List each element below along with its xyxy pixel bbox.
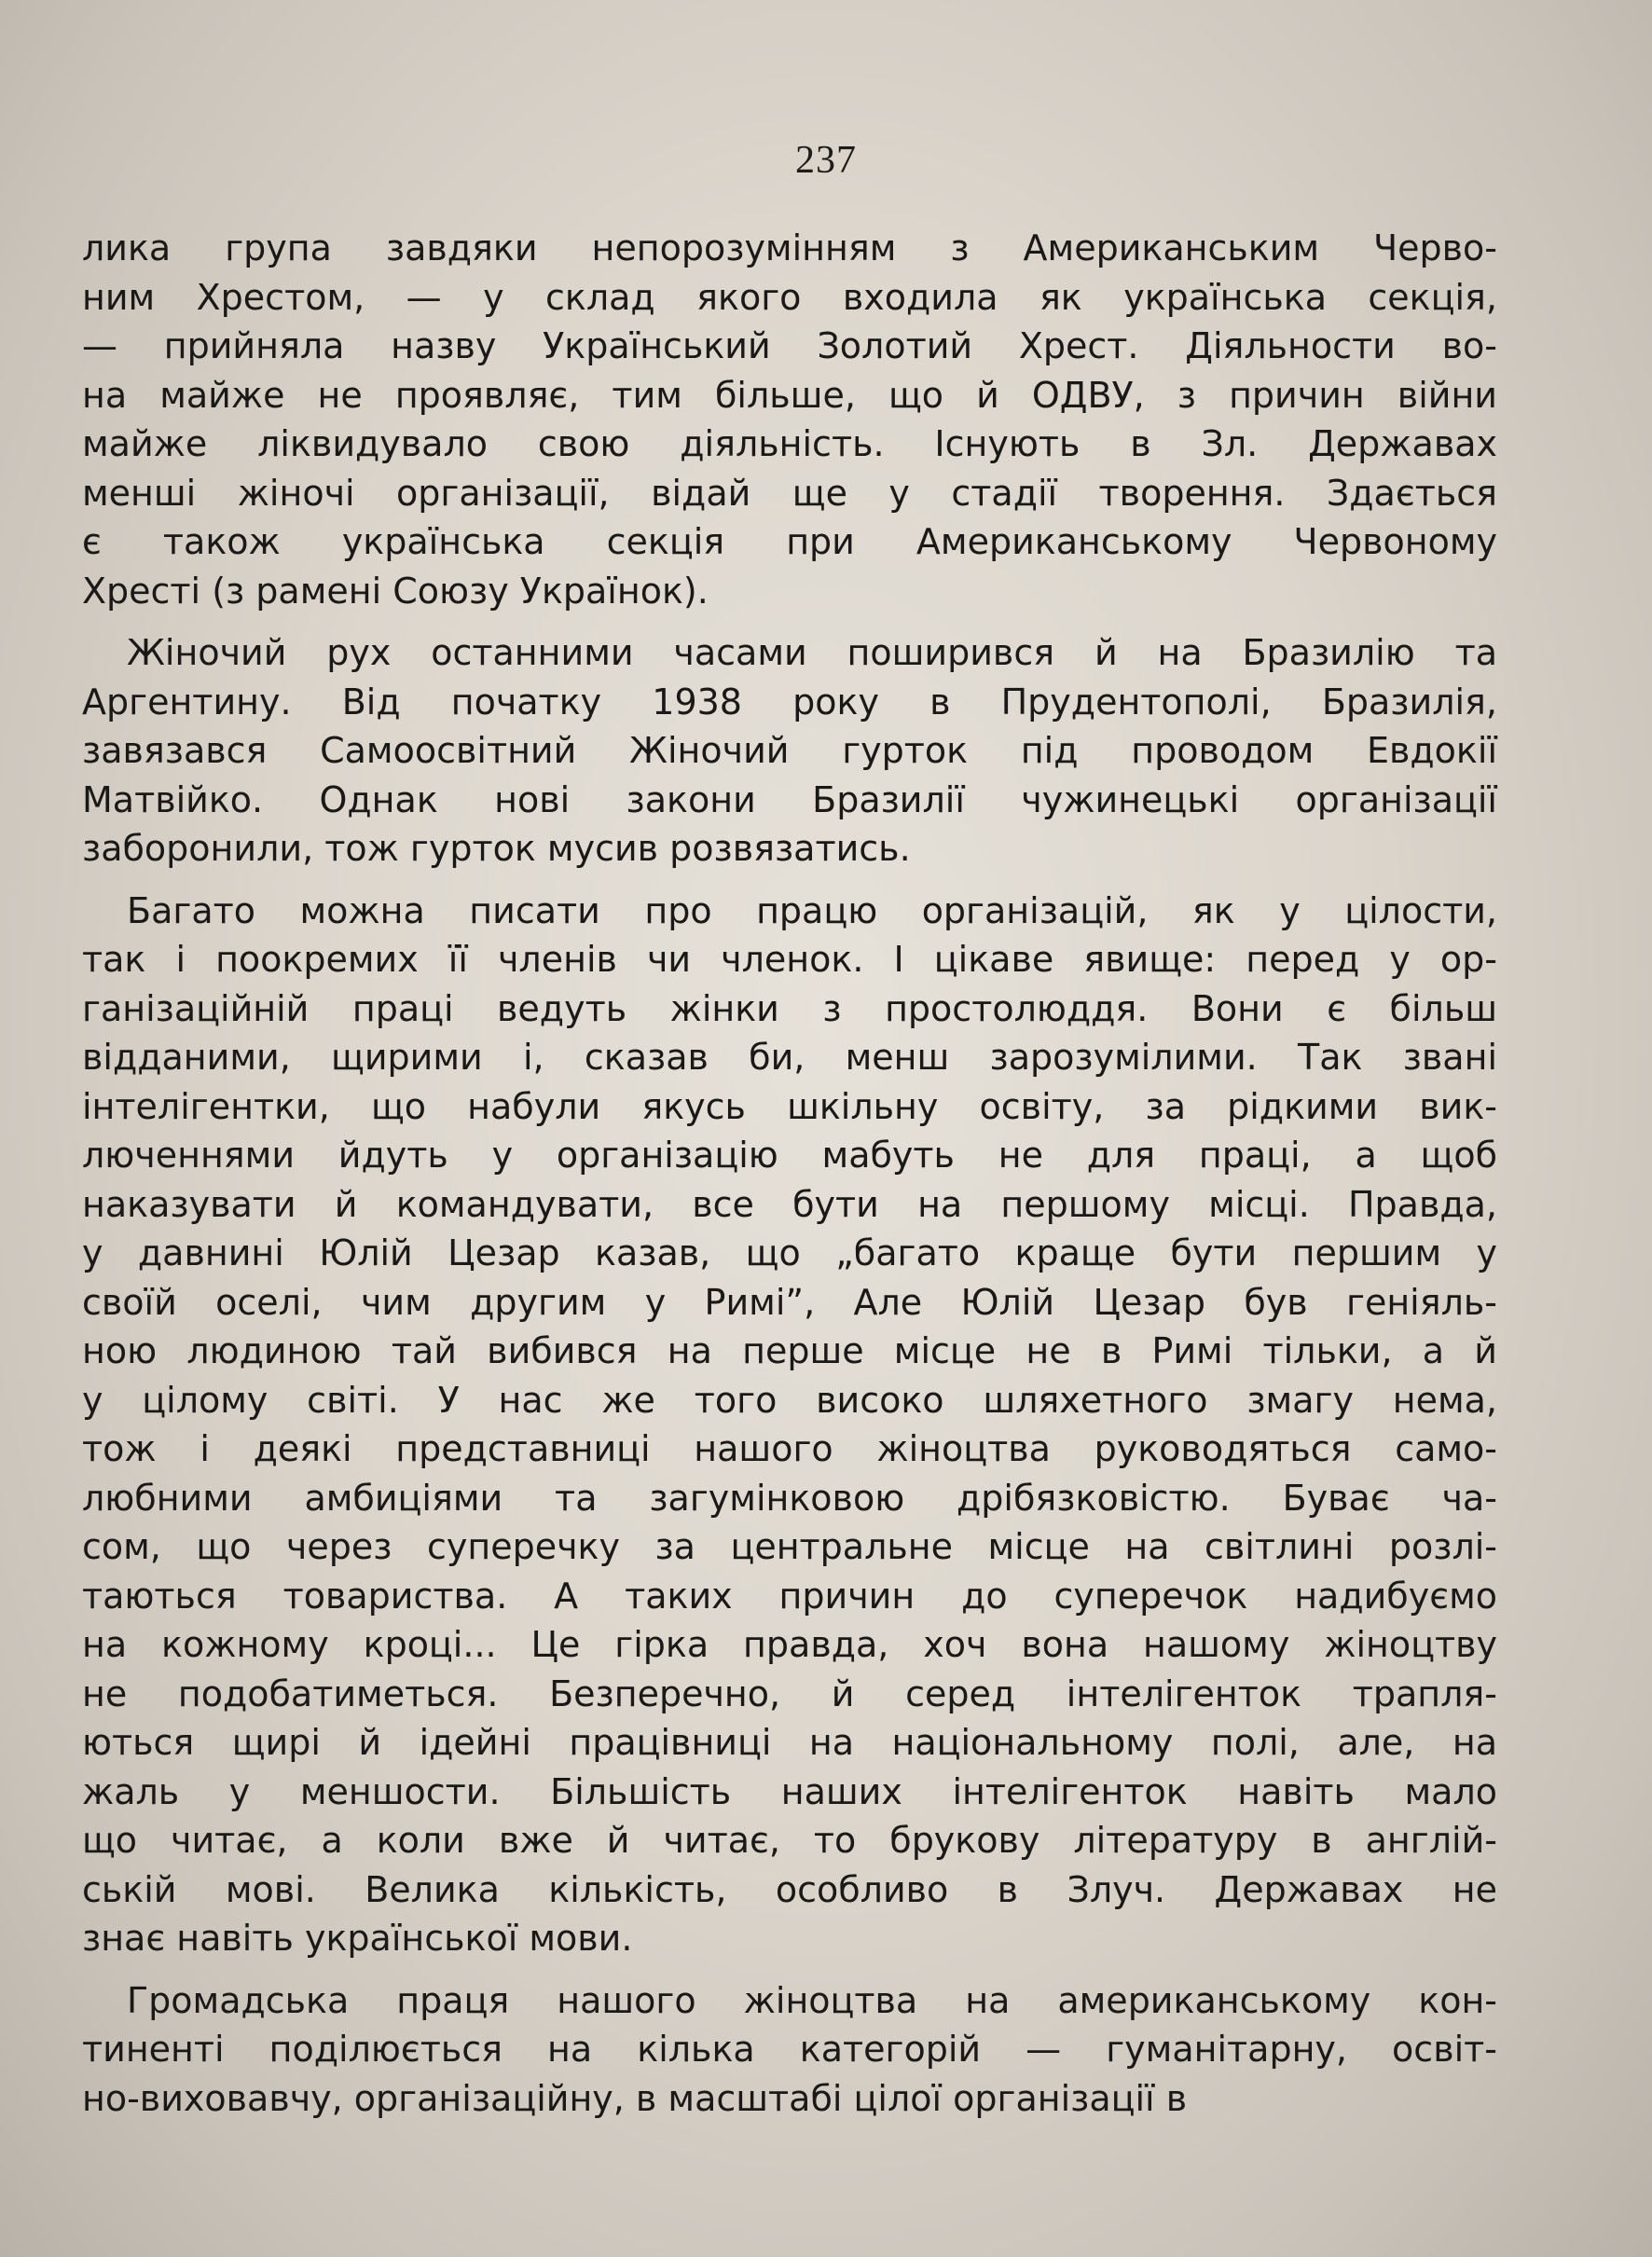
text-line: є також українська секція при Американському Червоному xyxy=(82,521,1497,562)
text-line: лика група завдяки непорозумінням з Американським Черво- xyxy=(82,227,1497,268)
text-line: знає навіть української мови. xyxy=(82,1918,633,1959)
text-line: ській мові. Велика кількість, особливо в Злуч. Державах не xyxy=(82,1868,1497,1910)
text-line: інтелігентки, що набули якусь шкільну освіту, за рідкими вик- xyxy=(82,1085,1497,1127)
text-line: тиненті поділюється на кілька категорій — гуманітарну, освіт- xyxy=(82,2029,1497,2070)
paragraph-gap xyxy=(82,874,1497,887)
text-line: на кожному кроці... Це гірка правда, хоч вона нашому жіноцтву xyxy=(82,1624,1497,1665)
body-text xyxy=(82,224,1497,2123)
text-line: Аргентину. Від початку 1938 року в Прудентополі, Бразилія, xyxy=(82,681,1497,723)
text-line: ються щирі й ідейні працівниці на національному полі, але, на xyxy=(82,1722,1497,1763)
text-line: ною людиною тай вибився на перше місце не в Римі тільки, а й xyxy=(82,1330,1497,1371)
text-line: своїй оселі, чим другим у Римі”, Але Юлій Цезар був геніяль- xyxy=(82,1281,1497,1323)
text-line: так і поокремих її членів чи членок. І цікаве явище: перед у ор- xyxy=(82,939,1497,980)
text-line: но-виховавчу, організаційну, в масштабі цілої організації в xyxy=(82,2077,1188,2119)
text-line: сом, що через суперечку за центральне місце на світлині розлі- xyxy=(82,1526,1497,1567)
text-line: ним Хрестом, — у склад якого входила як українська секція, xyxy=(82,276,1497,318)
text-line: Багато можна писати про працю організацій, як у цілости, xyxy=(127,889,1497,931)
text-line: Хресті (з рамені Союзу Українок). xyxy=(82,570,709,612)
text-line: що читає, а коли вже й читає, то брукову літературу в англій- xyxy=(82,1820,1497,1861)
paragraph-gap xyxy=(82,1963,1497,1976)
text-line: заборонили, тож гурток мусив розвязатись. xyxy=(82,828,911,869)
paragraph xyxy=(82,628,1497,874)
text-line: на майже не проявляє, тим більше, що й ОДВУ, з причин війни xyxy=(82,374,1497,416)
paragraph-gap xyxy=(82,615,1497,628)
text-line: — прийняла назву Український Золотий Хрест. Діяльности во- xyxy=(82,325,1497,366)
text-line: не подобатиметься. Безперечно, й серед інтелігенток трапля- xyxy=(82,1672,1497,1714)
text-line: майже ліквидувало свою діяльність. Існують в Зл. Державах xyxy=(82,423,1497,464)
text-line: таються товариства. А таких причин до суперечок надибуємо xyxy=(82,1575,1497,1617)
text-line: Жіночий рух останними часами поширився й на Бразилію та xyxy=(127,632,1497,673)
text-line: жаль у меншости. Більшість наших інтелігенток навіть мало xyxy=(82,1770,1497,1812)
page-number: 237 xyxy=(795,139,857,182)
text-line: люченнями йдуть у організацію мабуть не для праці, а щоб xyxy=(82,1135,1497,1176)
text-line: у цілому світі. У нас же того високо шляхетного змагу нема, xyxy=(82,1379,1497,1421)
text-line: Матвійко. Однак нові закони Бразилії чужинецькі організації xyxy=(82,778,1497,820)
text-line: завязався Самоосвітний Жіночий гурток під проводом Евдокії xyxy=(82,730,1497,771)
text-line: любними амбиціями та загумінковою дрібязковістю. Буває ча- xyxy=(82,1477,1497,1519)
text-line: тож і деякі представниці нашого жіноцтва руководяться само- xyxy=(82,1428,1497,1469)
text-line: менші жіночі організації, відай ще у стадії творення. Здається xyxy=(82,472,1497,514)
paragraph xyxy=(82,224,1497,615)
text-line: Громадська праця нашого жіноцтва на американському кон- xyxy=(127,1979,1497,2021)
text-line: у давнині Юлій Цезар казав, що „багато краще бути першим у xyxy=(82,1232,1497,1273)
paragraph xyxy=(82,1976,1497,2124)
text-line: ганізаційній праці ведуть жінки з простолюддя. Вони є більш xyxy=(82,987,1497,1029)
text-line: відданими, щирими і, сказав би, менш зарозумілими. Так звані xyxy=(82,1037,1497,1078)
text-line: наказувати й командувати, все бути на першому місці. Правда, xyxy=(82,1183,1497,1225)
paragraph xyxy=(82,887,1497,1963)
